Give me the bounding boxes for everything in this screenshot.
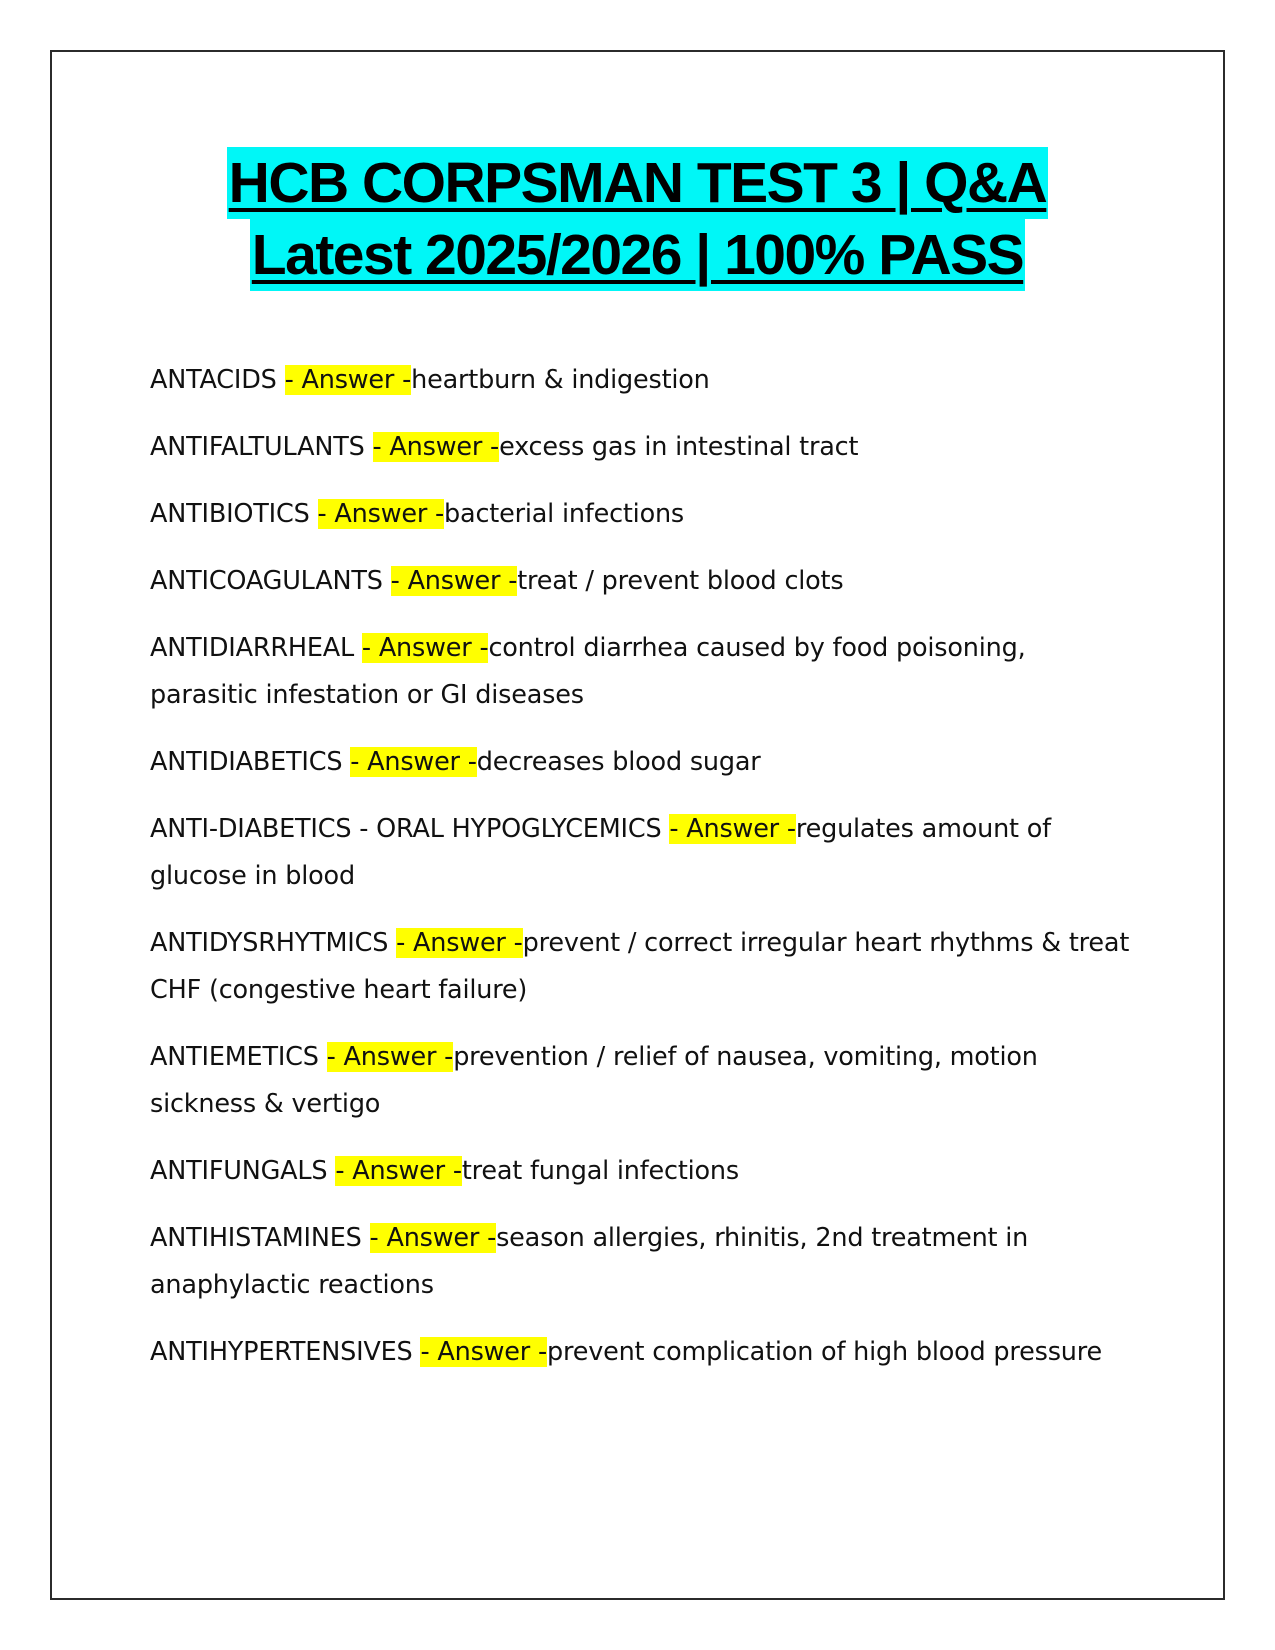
qa-item [150, 1148, 1140, 1195]
qa-term: ANTIHYPERTENSIVES [150, 1337, 421, 1367]
answer-tag: - Answer - [326, 1042, 454, 1072]
qa-item [150, 558, 1140, 605]
qa-list [150, 357, 1140, 1396]
answer-tag: - Answer - [361, 633, 489, 663]
qa-item [150, 1215, 1140, 1309]
answer-tag: - Answer - [372, 432, 500, 462]
qa-term: ANTIFALTULANTS [150, 432, 373, 462]
qa-term: ANTACIDS [150, 365, 285, 395]
qa-item [150, 357, 1140, 404]
qa-term: ANTI-DIABETICS - ORAL HYPOGLYCEMICS [150, 814, 670, 844]
answer-tag: - Answer - [390, 566, 518, 596]
answer-tag: - Answer - [369, 1223, 497, 1253]
qa-definition: heartburn & indigestion [411, 365, 710, 395]
document-title [52, 147, 1223, 291]
qa-term: ANTICOAGULANTS [150, 566, 391, 596]
page-frame [50, 50, 1225, 1600]
qa-definition: treat / prevent blood clots [517, 566, 844, 596]
qa-term: ANTIEMETICS [150, 1042, 327, 1072]
qa-definition: control diarrhea caused by food poisoning, parasitic infestation or GI diseases [150, 633, 1026, 710]
answer-tag: - Answer - [420, 1337, 547, 1367]
qa-definition: prevent complication of high blood pressure [547, 1337, 1102, 1367]
qa-term: ANTIBIOTICS [150, 499, 318, 529]
qa-term: ANTIDYSRHYTMICS [150, 928, 397, 958]
answer-tag: - Answer - [335, 1156, 462, 1186]
qa-item [150, 625, 1140, 719]
qa-definition: decreases blood sugar [476, 747, 761, 777]
qa-term: ANTIFUNGALS [150, 1156, 336, 1186]
qa-definition: treat fungal infections [461, 1156, 739, 1186]
qa-item [150, 1034, 1140, 1128]
qa-term: ANTIHISTAMINES [150, 1223, 370, 1253]
answer-tag: - Answer - [396, 928, 523, 958]
answer-tag: - Answer - [350, 747, 477, 777]
qa-item [150, 491, 1140, 538]
qa-term: ANTIDIABETICS [150, 747, 351, 777]
qa-definition: prevent / correct irregular heart rhythms & treat CHF (congestive heart failure) [150, 928, 1130, 1005]
qa-definition: prevention / relief of nausea, vomiting, motion sickness & vertigo [150, 1042, 1038, 1119]
qa-term: ANTIDIARRHEAL [150, 633, 362, 663]
qa-definition: regulates amount of glucose in blood [150, 814, 1051, 891]
title-line-2: Latest 2025/2026 | 100% PASS [250, 219, 1025, 291]
qa-item [150, 1329, 1140, 1376]
title-line-1: HCB CORPSMAN TEST 3 | Q&A [227, 147, 1049, 219]
qa-definition: season allergies, rhinitis, 2nd treatment in anaphylactic reactions [150, 1223, 1029, 1300]
qa-item [150, 739, 1140, 786]
qa-item [150, 424, 1140, 471]
qa-definition: excess gas in intestinal tract [499, 432, 859, 462]
answer-tag: - Answer - [284, 365, 412, 395]
qa-item [150, 806, 1140, 900]
answer-tag: - Answer - [669, 814, 796, 844]
qa-definition: bacterial infections [444, 499, 685, 529]
answer-tag: - Answer - [317, 499, 445, 529]
qa-item [150, 920, 1140, 1014]
